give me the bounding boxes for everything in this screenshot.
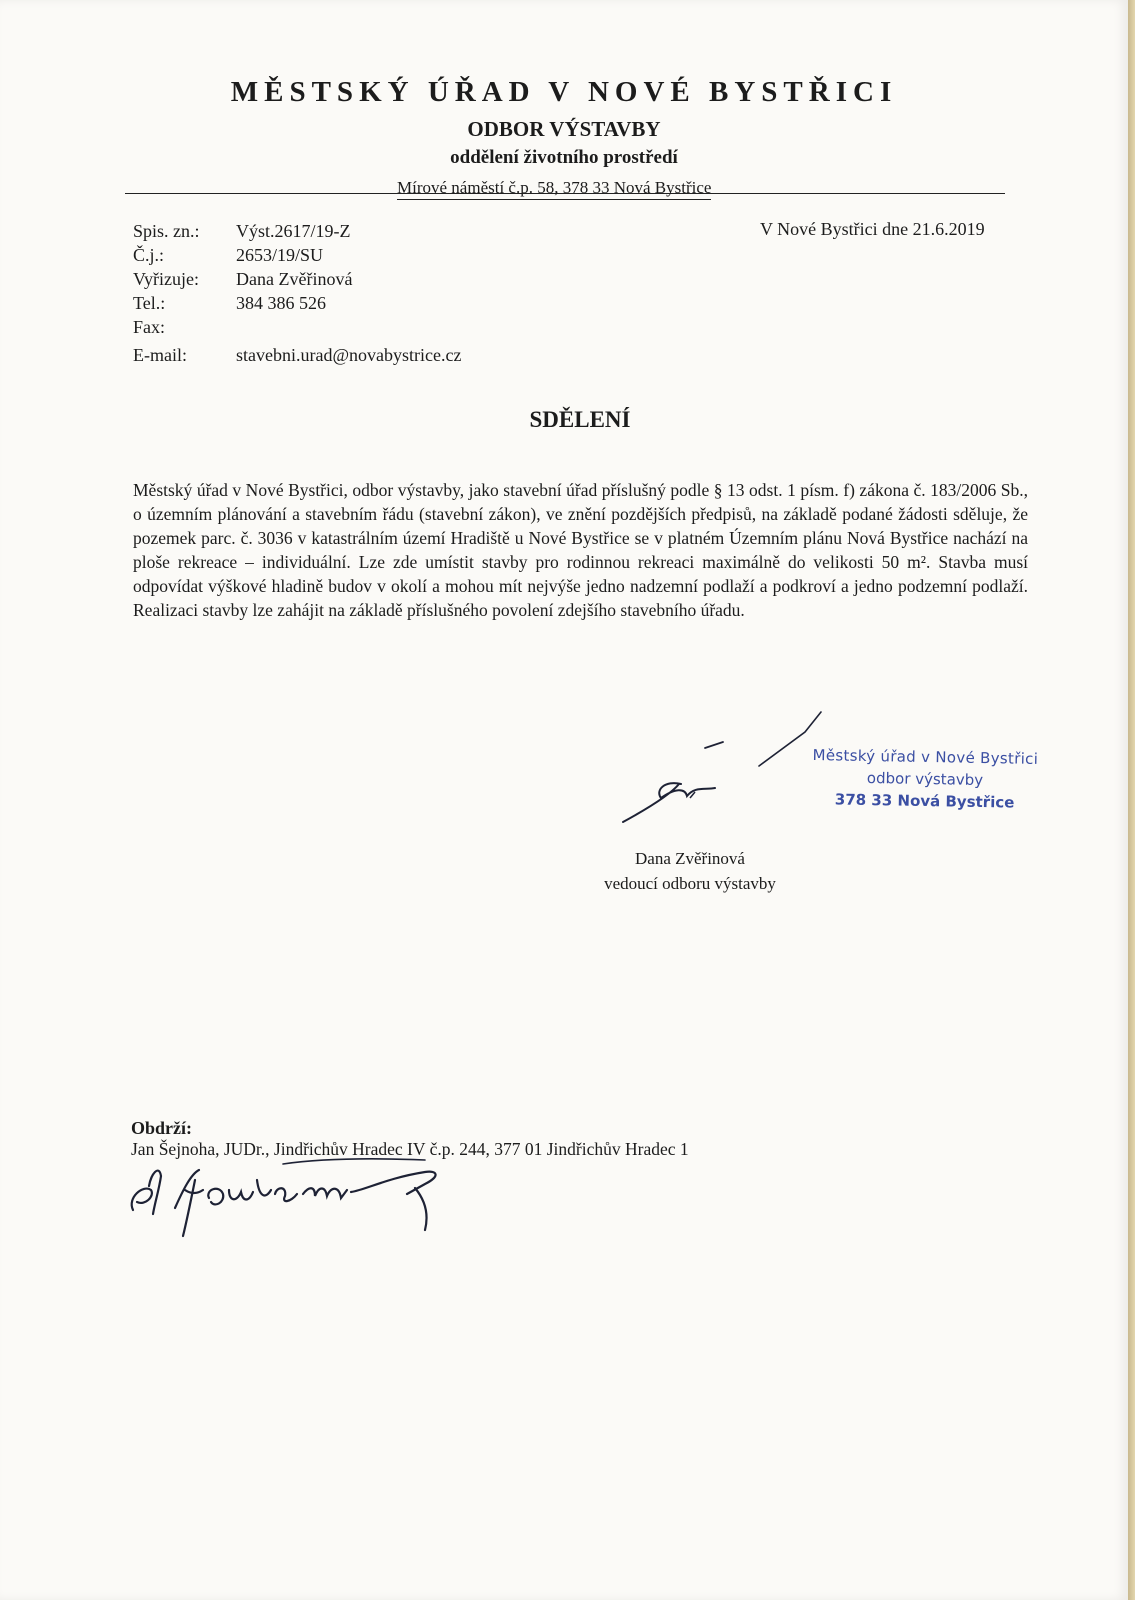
document-title: SDĚLENÍ [529,407,631,432]
meta-row-fax [133,317,236,338]
meta-label: Č.j.: [133,245,165,265]
stamp-line-address: 378 33 Nová Bystřice [834,790,1015,812]
stamp-line-office: Městský úřad v Nové Bystřici [812,746,1039,768]
meta-label: Spis. zn.: [133,221,200,241]
meta-label: Vyřizuje: [133,269,199,289]
meta-row-phone [133,293,326,314]
department-name: ODBOR VÝSTAVBY [467,117,661,141]
meta-row-email [133,345,462,366]
body-paragraph: Městský úřad v Nové Bystřici, odbor výstavby, jako stavební úřad příslušný podle § 13 odst. 1 písm. f) zákona č. 183/2006 Sb., o územním plánování a stavebním řádu (stavební zákon), ve znění pozdějších předpisů, na základě podané žádosti sděluje, že pozemek parc. č. 3036 v katastrálním území Hradiště u Nové Bystřice se v platném Územním plánu Nová Bystřice nachází na ploše rekreace – individuální. Lze zde umístit stavby pro rodinnou rekreaci maximálně do velikosti 50 m². Stavba musí odpovídat výškové hladině budov v okolí a mohou mít nejvýše jedno nadzemní podlaží a podkroví a jedno podzemní podlaží. Realizaci stavby lze zahájit na základě příslušného povolení zdejšího stavebního úřadu. [133,480,1028,620]
meta-label: Fax: [133,317,166,337]
meta-value: Výst.2617/19-Z [236,221,351,241]
recipients-value: Jan Šejnoha, JUDr., Jindřichův Hradec IV č.p. 244, 377 01 Jindřichův Hradec 1 [131,1139,689,1159]
meta-label: E-mail: [133,345,187,365]
meta-row-handled-by [133,269,352,290]
date-line: V Nové Bystřici dne 21.6.2019 [760,219,985,239]
office-name: MĚSTSKÝ ÚŘAD V NOVÉ BYSTŘICI [230,76,898,108]
page-edge [1128,0,1135,1600]
meta-row-file-ref [133,221,351,242]
official-signature [615,740,735,830]
recipient-signature [125,1150,455,1240]
official-stamp [789,744,1060,815]
recipients-label: Obdrží: [131,1118,192,1138]
meta-row-reference-no [133,245,323,266]
stamp-line-department: odbor výstavby [866,768,984,790]
meta-value: 384 386 526 [236,293,326,313]
meta-label: Tel.: [133,293,166,313]
meta-value: 2653/19/SU [236,245,324,265]
meta-value: Dana Zvěřinová [236,269,353,289]
section-name: oddělení životního prostředí [450,147,678,168]
header-divider [125,193,1005,194]
signer-role: vedoucí odboru výstavby [604,874,776,893]
meta-value: stavebni.urad@novabystrice.cz [236,345,462,365]
office-address: Mírové náměstí č.p. 58, 378 33 Nová Bystřice [397,178,711,200]
signer-name: Dana Zvěřinová [635,849,745,868]
